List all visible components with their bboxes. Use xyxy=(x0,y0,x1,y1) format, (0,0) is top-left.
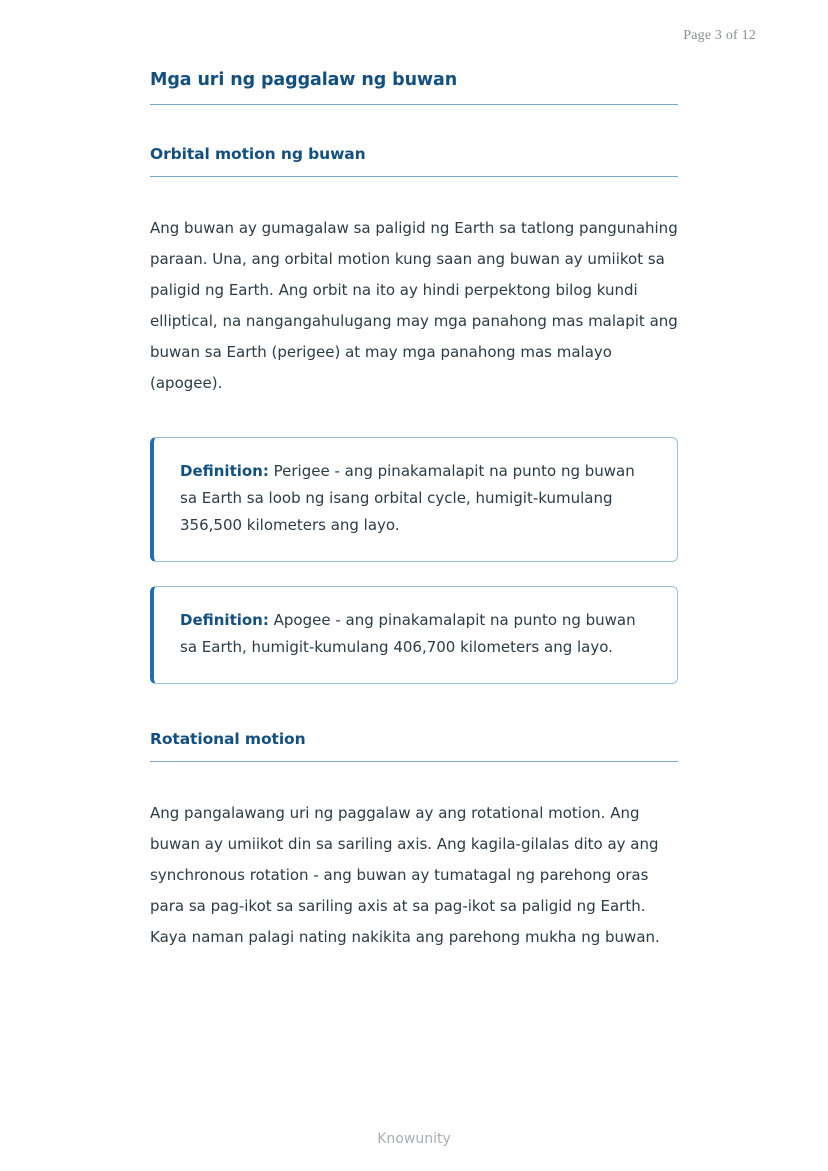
definition-callout-perigee xyxy=(150,437,678,562)
paragraph-orbital-motion: Ang buwan ay gumagalaw sa paligid ng Earth sa tatlong pangunahing paraan. Una, ang orbital motion kung saan ang buwan ay umiikot sa paligid ng Earth. Ang orbit na ito ay hindi perpektong bilog kundi elliptical, na nangangahulugang may mga panahong mas malapit ang buwan sa Earth (perigee) at may mga panahong mas malayo (apogee). xyxy=(150,219,678,392)
definition-callout-apogee xyxy=(150,586,678,684)
footer-brand: Knowunity xyxy=(377,1131,451,1147)
spacer xyxy=(150,708,678,730)
definition-body: Perigee - ang pinakamalapit na punto ng buwan sa Earth sa loob ng isang orbital cycle, humigit-kumulang 356,500 kilometers ang layo. xyxy=(180,462,635,534)
definition-label: Definition: xyxy=(180,611,269,629)
subsection-title-orbital-motion: Orbital motion ng buwan xyxy=(150,145,366,163)
title-divider xyxy=(150,104,678,105)
definition-text-apogee xyxy=(180,607,651,661)
document-content xyxy=(150,70,678,991)
page-title: Mga uri ng paggalaw ng buwan xyxy=(150,70,458,90)
definition-body: Apogee - ang pinakamalapit na punto ng buwan sa Earth, humigit-kumulang 406,700 kilometers ang layo. xyxy=(180,611,636,656)
definition-label: Definition: xyxy=(180,462,269,480)
subsection-divider-rotational-motion xyxy=(150,761,678,762)
subsection-title-rotational-motion: Rotational motion xyxy=(150,730,306,748)
page-number-indicator: Page 3 of 12 xyxy=(683,28,756,43)
paragraph-rotational-motion: Ang pangalawang uri ng paggalaw ay ang rotational motion. Ang buwan ay umiikot din sa sariling axis. Ang kagila-gilalas dito ay ang synchronous rotation - ang buwan ay tumatagal ng parehong oras para sa pag-ikot sa sariling axis at sa pag-ikot sa paligid ng Earth. Kaya naman palagi nating nakikita ang parehong mukha ng buwan. xyxy=(150,804,660,946)
subsection-divider-orbital-motion xyxy=(150,176,678,177)
definition-text-perigee xyxy=(180,458,651,539)
